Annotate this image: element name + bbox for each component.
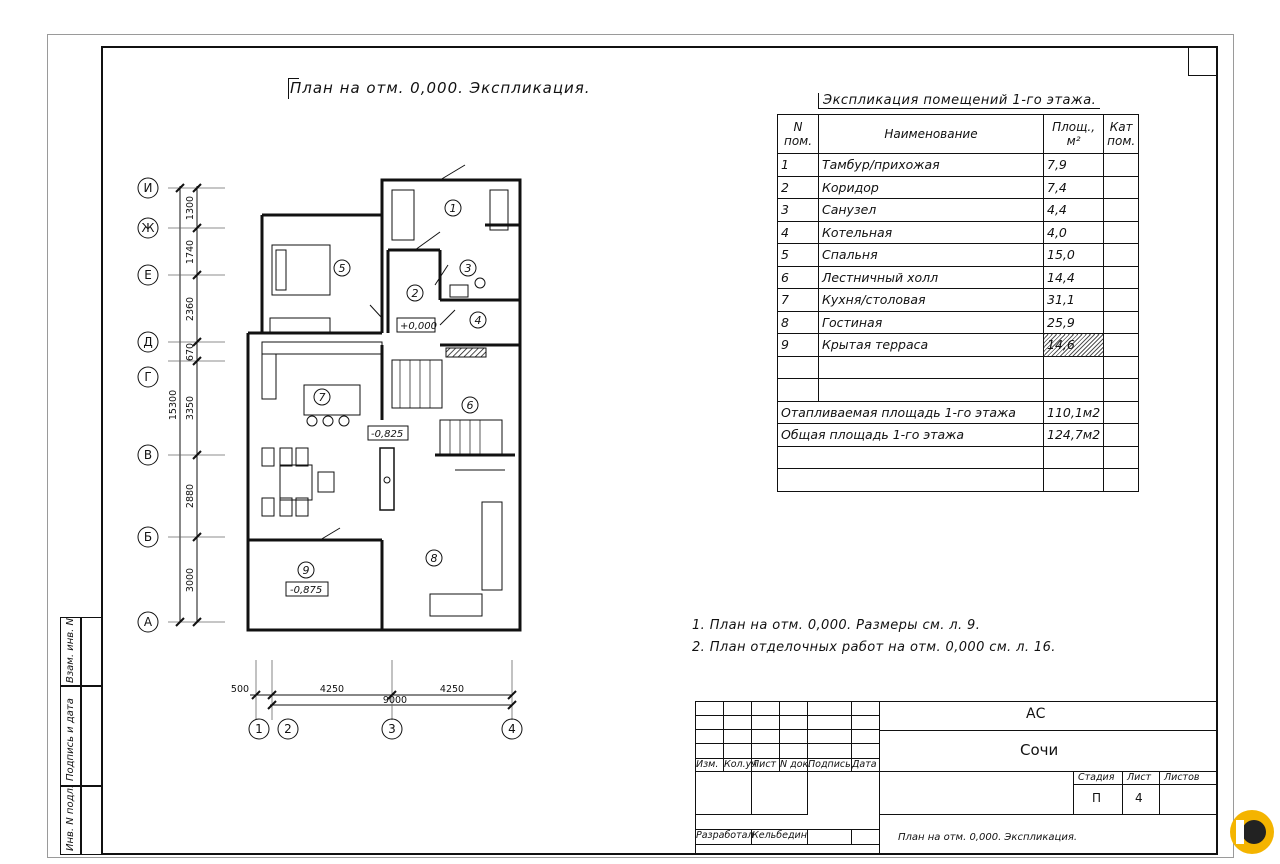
dim-vertical: 2880 bbox=[185, 483, 196, 509]
row-area: 15,0 bbox=[1044, 244, 1104, 267]
row-area: 25,9 bbox=[1044, 311, 1104, 334]
dim-horizontal-total: 9000 bbox=[382, 695, 408, 706]
note-1: 1. План на отм. 0,000. Размеры см. л. 9. bbox=[692, 618, 981, 633]
room-number-5: 5 bbox=[338, 262, 346, 275]
room-number-4: 4 bbox=[474, 314, 482, 327]
axis-row-label: Е bbox=[144, 268, 152, 282]
header-name: Наименование bbox=[819, 115, 1044, 154]
title-block bbox=[695, 701, 1218, 855]
axis-col-label: 4 bbox=[508, 722, 516, 736]
level-mark-1: +0,000 bbox=[400, 321, 438, 332]
axis-row-label: В bbox=[143, 448, 153, 462]
axis-row-label: Б bbox=[143, 530, 153, 544]
row-name: Коридор bbox=[819, 176, 1044, 199]
row-number: 7 bbox=[778, 289, 819, 312]
row-number: 6 bbox=[778, 266, 819, 289]
dim-vertical: 3350 bbox=[185, 395, 196, 421]
stamp-header: Изм. bbox=[695, 758, 724, 772]
axis-col-label: 2 bbox=[284, 722, 292, 736]
row-name: Тамбур/прихожая bbox=[819, 154, 1044, 177]
row-area: 14,4 bbox=[1044, 266, 1104, 289]
room-number-2: 2 bbox=[411, 287, 419, 300]
total-area-value: 124,7м2 bbox=[1044, 424, 1104, 447]
row-number: 5 bbox=[778, 244, 819, 267]
row-number: 3 bbox=[778, 199, 819, 222]
row-area: 4,0 bbox=[1044, 221, 1104, 244]
level-mark-3: -0,875 bbox=[290, 585, 323, 596]
drawing-title: План на отм. 0,000. Экспликация. bbox=[290, 79, 591, 97]
stamp-header: Кол.уч bbox=[724, 759, 757, 770]
axis-row-label: Г bbox=[144, 370, 152, 384]
row-name: Крытая терраса bbox=[819, 334, 1044, 357]
row-number: 2 bbox=[778, 176, 819, 199]
stamp-header: N док. bbox=[780, 759, 812, 770]
row-number: 9 bbox=[778, 334, 819, 357]
room-number-6: 6 bbox=[466, 399, 474, 412]
row-name: Лестничный холл bbox=[819, 266, 1044, 289]
stage-label: Стадия bbox=[1073, 771, 1123, 785]
stage-value: П bbox=[1073, 784, 1123, 815]
row-area: 7,9 bbox=[1044, 154, 1104, 177]
row-area: 4,4 bbox=[1044, 199, 1104, 222]
room-number-7: 7 bbox=[318, 391, 326, 404]
axis-col-label: 1 bbox=[255, 722, 263, 736]
header-number: N пом. bbox=[778, 115, 819, 154]
axis-row-label: Д bbox=[143, 335, 153, 349]
sheets-label: Листов bbox=[1159, 771, 1218, 785]
axis-row-label: Ж bbox=[141, 221, 155, 235]
axis-col-label: 3 bbox=[388, 722, 396, 736]
room-number-1: 1 bbox=[449, 202, 457, 215]
dim-vertical: 2360 bbox=[185, 296, 196, 322]
row-name: Спальня bbox=[819, 244, 1044, 267]
row-name: Кухня/столовая bbox=[819, 289, 1044, 312]
stamp-code: АС bbox=[879, 701, 1218, 731]
total-area-label: Общая площадь 1-го этажа bbox=[778, 424, 1044, 447]
dim-horizontal: 4250 bbox=[439, 684, 465, 695]
sheet-title: План на отм. 0,000. Экспликация. bbox=[879, 814, 1218, 855]
sheet-label: Лист bbox=[1122, 771, 1160, 785]
room-number-9: 9 bbox=[302, 564, 310, 577]
row-name: Гостиная bbox=[819, 311, 1044, 334]
row-area: 31,1 bbox=[1044, 289, 1104, 312]
axis-row-label: А bbox=[143, 615, 153, 629]
developer-name: Кельбедин bbox=[751, 829, 808, 845]
sheet-value: 4 bbox=[1122, 784, 1160, 815]
logo-icon bbox=[1228, 808, 1276, 856]
row-area: 7,4 bbox=[1044, 176, 1104, 199]
heated-area-value: 110,1м2 bbox=[1044, 401, 1104, 424]
dim-vertical-total: 15300 bbox=[168, 389, 179, 421]
dim-vertical: 3000 bbox=[185, 567, 196, 593]
side-stamp-label: Подпись и дата bbox=[65, 698, 76, 781]
stamp-header: Подпись bbox=[808, 759, 851, 770]
developed-label: Разработал bbox=[695, 829, 752, 845]
dim-vertical: 1300 bbox=[185, 195, 196, 221]
heated-area-label: Отапливаемая площадь 1-го этажа bbox=[778, 401, 1044, 424]
room-number-8: 8 bbox=[430, 552, 438, 565]
explication-title: Экспликация помещений 1-го этажа. bbox=[818, 93, 1100, 109]
row-name: Санузел bbox=[819, 199, 1044, 222]
row-number: 4 bbox=[778, 221, 819, 244]
note-2: 2. План отделочных работ на отм. 0,000 см. л. 16. bbox=[692, 640, 1056, 655]
stamp-header: Дата bbox=[851, 758, 880, 772]
row-number: 8 bbox=[778, 311, 819, 334]
stamp-header: Лист bbox=[751, 758, 780, 772]
axis-row-label: И bbox=[143, 181, 153, 195]
dim-vertical: 670 bbox=[185, 342, 196, 362]
level-mark-2: -0,825 bbox=[371, 429, 404, 440]
dim-horizontal: 4250 bbox=[319, 684, 345, 695]
side-stamp-label: Инв. N подл. bbox=[65, 784, 76, 851]
side-stamp bbox=[60, 617, 102, 855]
row-number: 1 bbox=[778, 154, 819, 177]
room-number-3: 3 bbox=[464, 262, 472, 275]
header-area: Площ., м² bbox=[1044, 115, 1104, 154]
dim-vertical: 1740 bbox=[185, 239, 196, 265]
stamp-city: Сочи bbox=[879, 730, 1218, 772]
dim-horizontal: 500 bbox=[230, 684, 250, 695]
row-area: 14,6 bbox=[1044, 334, 1104, 357]
header-category: Кат пом. bbox=[1104, 115, 1139, 154]
row-name: Котельная bbox=[819, 221, 1044, 244]
side-stamp-label: Взам. инв. N bbox=[65, 618, 76, 683]
